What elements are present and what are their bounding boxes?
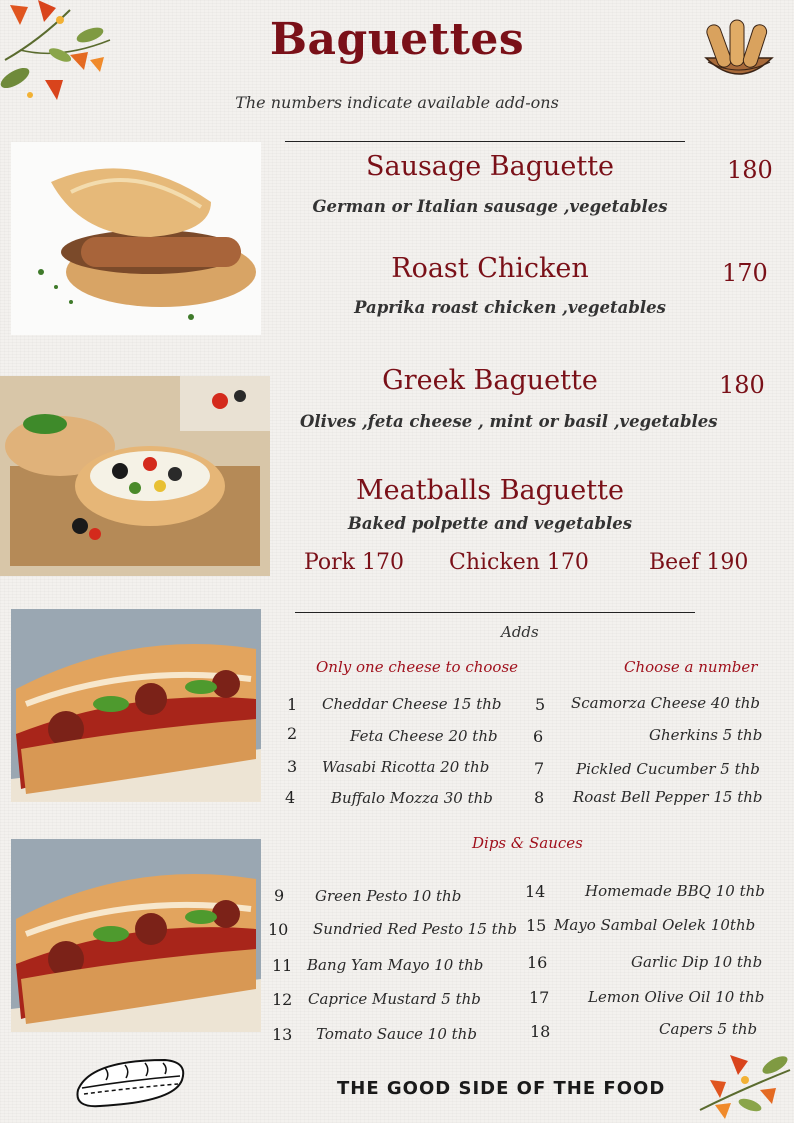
item-desc-meatballs: Baked polpette and vegetables [347,514,633,533]
baguette-sketch-icon [70,1052,190,1112]
dip-item: Lemon Olive Oil 10 thb [588,988,765,1006]
dip-item: Garlic Dip 10 thb [631,953,763,971]
item-name-roast-chicken: Roast Chicken [391,253,589,284]
item-desc-roast-chicken: Paprika roast chicken ,vegetables [354,298,666,317]
meatball-baguette-photo [11,609,261,802]
dip-number: 9 [274,886,285,905]
item-name-meatballs: Meatballs Baguette [356,475,624,506]
page-title: Baguettes [269,14,525,65]
addon-number: 1 [287,695,298,714]
item-price-roast-chicken: 170 [722,259,768,287]
addon-item: Gherkins 5 thb [649,726,763,744]
item-name-sausage: Sausage Baguette [365,151,615,182]
item-desc-sausage: German or Italian sausage ,vegetables [312,197,668,216]
flower-decoration-icon [690,1050,794,1123]
dip-number: 15 [526,916,547,935]
addon-item: Pickled Cucumber 5 thb [576,760,760,778]
sausage-baguette-photo [11,142,261,335]
addon-item: Wasabi Ricotta 20 thb [322,758,490,776]
addon-number: 5 [535,695,546,714]
adds-title: Adds [501,623,539,641]
addon-number: 3 [287,757,298,776]
dip-item: Green Pesto 10 thb [315,887,462,905]
item-name-greek: Greek Baguette [382,365,598,396]
dip-item: Sundried Red Pesto 15 thb [313,920,517,938]
variant-chicken: Chicken 170 [449,550,589,575]
addon-number: 7 [534,759,545,778]
dip-number: 14 [525,882,546,901]
header-divider [285,141,685,142]
item-price-greek: 180 [719,371,765,399]
addon-number: 4 [285,788,296,807]
dip-item: Caprice Mustard 5 thb [308,990,481,1008]
dip-number: 11 [272,956,293,975]
addon-item: Roast Bell Pepper 15 thb [573,788,763,806]
addon-number: 6 [533,727,544,746]
dip-item: Mayo Sambal Oelek 10thb [554,916,756,934]
addon-item: Feta Cheese 20 thb [350,727,498,745]
variant-beef: Beef 190 [649,550,749,575]
dip-number: 10 [268,920,289,939]
item-desc-greek: Olives ,feta cheese , mint or basil ,vegetables [300,412,718,431]
dip-number: 17 [529,988,550,1007]
item-price-sausage: 180 [727,156,773,184]
adds-divider [295,612,695,613]
addon-number: 2 [287,724,298,743]
dip-number: 18 [530,1022,551,1041]
dip-number: 16 [527,953,548,972]
cheese-heading: Only one cheese to choose [316,658,519,676]
number-heading: Choose a number [624,658,758,676]
variant-pork: Pork 170 [304,550,404,575]
dip-item: Homemade BBQ 10 thb [585,882,765,900]
dip-number: 13 [272,1025,293,1044]
addon-number: 8 [534,788,545,807]
page-subtitle: The numbers indicate available add-ons [235,93,559,112]
dip-item: Capers 5 thb [659,1020,758,1038]
greek-baguette-photo [0,376,270,576]
dip-item: Tomato Sauce 10 thb [316,1025,477,1043]
dips-heading: Dips & Sauces [472,834,583,852]
dip-item: Bang Yam Mayo 10 thb [307,956,484,974]
footer-tagline: THE GOOD SIDE OF THE FOOD [337,1078,666,1099]
dip-number: 12 [272,990,293,1009]
meatball-baguette-photo-2 [11,839,261,1032]
addon-item: Buffalo Mozza 30 thb [331,789,493,807]
addon-item: Scamorza Cheese 40 thb [571,694,761,712]
addon-item: Cheddar Cheese 15 thb [322,695,502,713]
